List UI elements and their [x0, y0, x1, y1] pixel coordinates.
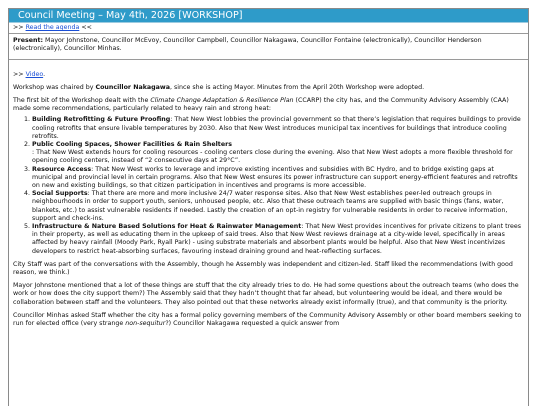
chair-name: Councillor Nakagawa [95, 83, 170, 91]
staff-paragraph: City Staff was part of the conversations with the Assembly, though he Assembly was independent and citizen-led. Staff liked the recommendations (with good reason, we think.) [13, 260, 513, 277]
recommendation-title: Building Retrofitting & Future Proofing [32, 116, 171, 124]
intro-paragraph [13, 97, 524, 113]
recommendation-title: Resource Access [32, 165, 92, 173]
recommendation-item [32, 190, 524, 223]
recommendation-item [32, 166, 524, 191]
mayor-paragraph: Mayor Johnstone mentioned that a lot of these things are stuff that the city already tries to do. He had some questions about the outreach teams (who does the work or how does the city support them?) The Assembly said that they hadn’t thought that far ahead, but volunteering would be ideal, and there would be collaboration between staff and the volunteers. They also pointed out that these networks already exist informally (true), and that community is the priority. [13, 282, 519, 306]
chair-paragraph [13, 84, 524, 92]
recommendation-title: Infrastructure & Nature Based Solutions for Heat & Rainwater Management [32, 223, 302, 231]
video-line [13, 71, 524, 79]
recommendation-title: Public Cooling Spaces, Shower Facilities & Rain Shelters [32, 141, 232, 149]
recommendation-text: : That there are more and more inclusive 24/7 water response sites. Also that New West establishes peer-led outreach groups in neighbourhoods in order to support youth, seniors, unhoused people, etc. Also that these outreach teams are supplied with basic things (fans, water, blankets, etc.) to assist vulnerable residents if needed. Lastly the creation of an opt-in registry for vulnerable residents in order to receive information, support and check-ins. [32, 190, 508, 222]
present-label: Present: [13, 37, 44, 45]
intro-text-a: The first bit of the Workshop dealt with the [13, 97, 151, 105]
video-prefix: >> [13, 70, 26, 78]
intro-text-b: (CCARP) the city has, and the Community Advisory Assembly (CAA) made some recommendations, particularly related to heavy rain and strong heat: [13, 97, 509, 113]
present-list: Mayor Johnstone, Councillor McEvoy, Councillor Campbell, Councillor Nakagawa, Councillor Fontaine (electronically), Councillor Henderson (electronically), Councillor Minhas. [13, 37, 482, 53]
present-section [9, 34, 528, 59]
video-suffix: . [43, 70, 46, 78]
minhas-text-b: ?) Councillor Nakagawa requested a quick answer from [165, 320, 340, 328]
page-title: Council Meeting – May 4th, 2026 [WORKSHOP] [9, 9, 528, 23]
recommendation-item [32, 141, 524, 166]
recommendation-text: : That New West extends hours for cooling resources - cooling centers close during the evening. Also that New West adopts a more flexible threshold for opening cooling centers, instead of “2 consecutive days at 29°C”. [32, 149, 513, 165]
agenda-line [9, 23, 528, 34]
minhas-text-a: Councillor Minhas asked Staff whether the city has a formal policy governing members of the Community Advisory Assembly or other board members seeking to run for elected office (very strange [13, 311, 522, 328]
minutes-body [9, 60, 528, 329]
recommendations-list [13, 116, 524, 255]
agenda-prefix: >> [13, 24, 26, 31]
chair-text-c: , since she is acting Mayor. Minutes from the April 20th Workshop were adopted. [170, 83, 425, 91]
agenda-suffix: << [79, 24, 92, 31]
recommendation-item [32, 223, 524, 256]
video-link[interactable]: Video [25, 70, 44, 78]
read-agenda-link[interactable]: Read the agenda [25, 24, 80, 31]
recommendation-item [32, 116, 524, 141]
recommendation-title: Social Supports [32, 190, 88, 198]
recommendation-text: : That New West works to leverage and improve existing incentives and subsidies with BC Hydro, and to bridge existing gaps at municipal and provincial level in certain programs. Also that New West ensures its power infrastructure can support energy-efficient features and retrofits on new and existing buildings, so that citizen participation in incentives and programs is more accessible. [32, 165, 518, 190]
plan-name: Climate Change Adaptation & Resilience Plan [150, 97, 294, 105]
recommendation-text: : That New West provides incentives for private citizens to plant trees in their property, as well as educating them in the upkeep of said trees. Also that New West reviews drainage at a city-wide level, specifically in areas affected by heavy rainfall (Moody Park, Ryall Park) - using substrate materials and absorbent plants would be helpful. Also that New West incentivizes developers to restrict heat-absorbing surfaces, favouring instead draining ground and heat-reflecting surfaces. [32, 223, 522, 255]
minhas-italic: non-sequitur [125, 320, 166, 328]
recommendation-text: : That New West lobbies the provincial government so that there’s legislation that requires buildings to provide cooling retrofits that ensure livable temperatures by 2030. Also that New West introduces municipal tax incentives for buildings that introduce cooling retrofits. [32, 116, 521, 140]
minhas-paragraph [13, 312, 524, 328]
chair-text-a: Workshop was chaired by [13, 83, 96, 91]
document-page [8, 8, 529, 406]
